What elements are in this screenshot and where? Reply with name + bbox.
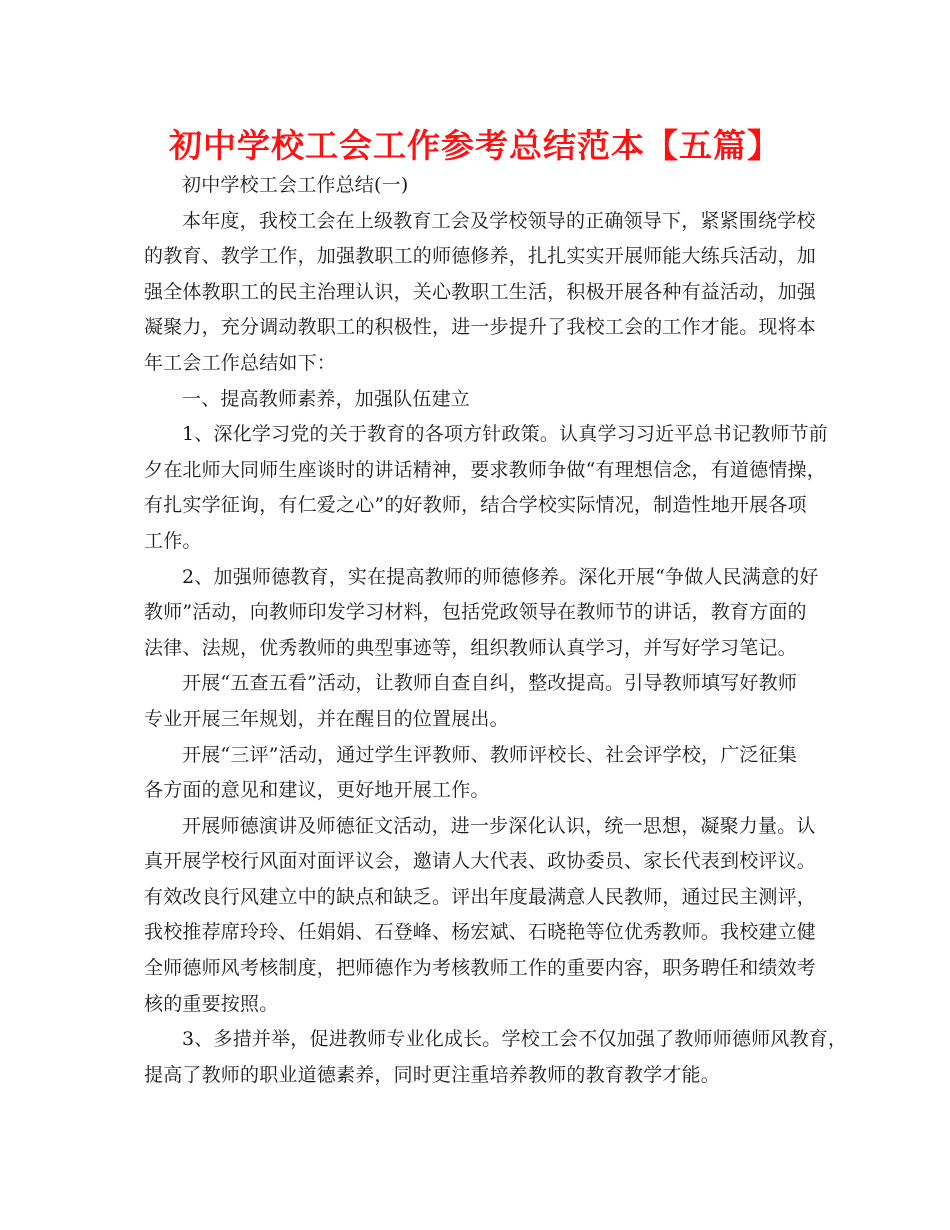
- body-line: 1、深化学习党的关于教育的各项方针政策。认真学习习近平总书记教师节前: [182, 423, 828, 446]
- body-line: 开展“三评”活动，通过学生评教师、教师评校长、社会评学校，广泛征集: [182, 743, 798, 766]
- body-line: 法律、法规，优秀教师的典型事迹等，组织教师认真学习，并写好学习笔记。: [144, 636, 797, 659]
- body-line: 年工会工作总结如下：: [144, 351, 337, 374]
- body-line: 真开展学校行风面对面评议会，邀请人大代表、政协委员、家长代表到校评议。: [144, 850, 817, 873]
- body-line: 3、多措并举，促进教师专业化成长。学校工会不仅加强了教师师德师风教育，: [182, 1028, 848, 1051]
- body-line: 2、加强师德教育，实在提高教师的师德修养。深化开展“争做人民满意的好: [182, 565, 819, 588]
- body-line: 的教育、教学工作，加强教职工的师德修养，扎扎实实开展师能大练兵活动，加: [144, 245, 817, 268]
- body-line: 初中学校工会工作总结(一): [182, 174, 409, 196]
- body-line: 强全体教职工的民主治理认识，关心教职工生活，积极开展各种有益活动，加强: [144, 280, 817, 303]
- body-line: 工作。: [144, 529, 202, 552]
- body-line: 专业开展三年规划，并在醒目的位置展出。: [144, 707, 509, 730]
- body-line: 开展师德演讲及师德征文活动，进一步深化认识，统一思想，凝聚力量。认: [182, 814, 816, 837]
- body-line: 我校推荐席玲玲、任娟娟、石登峰、杨宏斌、石晓艳等位优秀教师。我校建立健: [144, 921, 817, 944]
- body-line: 一、提高教师素养，加强队伍建立: [182, 387, 471, 410]
- body-line: 教师”活动，向教师印发学习材料，包括党政领导在教师节的讲话，教育方面的: [144, 601, 807, 624]
- body-line: 凝聚力，充分调动教职工的积极性，进一步提升了我校工会的工作才能。现将本: [144, 316, 817, 339]
- body-line: 开展“五查五看”活动，让教师自查自纠，整改提高。引导教师填写好教师: [182, 672, 798, 695]
- body-line: 有效改良行风建立中的缺点和缺乏。评出年度最满意人民教师，通过民主测评，: [144, 885, 817, 908]
- document-title: 初中学校工会工作参考总结范本【五篇】: [169, 126, 781, 165]
- body-line: 各方面的意见和建议，更好地开展工作。: [144, 779, 490, 802]
- document-body: [144, 168, 848, 1093]
- body-line: 本年度，我校工会在上级教育工会及学校领导的正确领导下，紧紧围绕学校: [182, 209, 816, 232]
- body-line: 全师德师风考核制度，把师德作为考核教师工作的重要内容，职务聘任和绩效考: [144, 957, 817, 980]
- body-line: 核的重要按照。: [144, 992, 279, 1015]
- body-line: 提高了教师的职业道德素养，同时更注重培养教师的教育教学才能。: [144, 1063, 721, 1086]
- body-line: 夕在北师大同师生座谈时的讲话精神，要求教师争做“有理想信念，有道德情操，: [144, 458, 826, 481]
- body-line: 有扎实学征询，有仁爱之心”的好教师，结合学校实际情况，制造性地开展各项: [144, 494, 807, 517]
